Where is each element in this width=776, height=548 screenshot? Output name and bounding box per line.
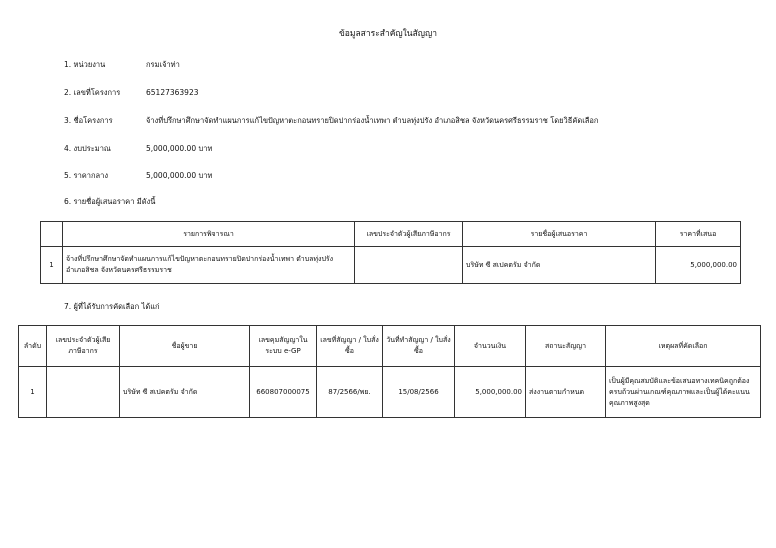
table-header: เลขประจำตัวผู้เสียภาษีอากร — [355, 222, 463, 247]
selected-vendor-table — [18, 325, 761, 418]
table-header: ชื่อผู้ขาย — [120, 326, 250, 367]
amount-cell: 5,000,000.00 — [455, 367, 526, 418]
table-row — [41, 247, 741, 284]
row-number: 1 — [41, 247, 63, 284]
status-cell: ส่งงานตามกำหนด — [526, 367, 606, 418]
section-bidders-heading: 6. รายชื่อผู้เสนอราคา มีดังนี้ — [64, 197, 156, 206]
field-value: จ้างที่ปรึกษาศึกษาจัดทำแผนการแก้ไขปัญหาตะกอนทรายปิดปากร่องน้ำเทพา ตำบลทุ่งปรัง อำเภอสิชล จังหวัดนครศรีธรรมราช โดยวิธีคัดเลือก — [146, 116, 599, 125]
control-number-cell: 660807000075 — [250, 367, 317, 418]
row-number: 1 — [19, 367, 47, 418]
table-header-row — [19, 326, 761, 367]
table-header: รายการพิจารณา — [63, 222, 355, 247]
field-project-number — [64, 87, 199, 99]
field-value: 65127363923 — [146, 88, 199, 97]
table-header: เลขประจำตัวผู้เสียภาษีอากร — [47, 326, 120, 367]
table-row — [19, 367, 761, 418]
field-label: 1. หน่วยงาน — [64, 60, 106, 69]
table-header: วันที่ทำสัญญา / ใบสั่งซื้อ — [383, 326, 455, 367]
table-header-blank — [41, 222, 63, 247]
table-header: ลำดับ — [19, 326, 47, 367]
price-cell: 5,000,000.00 — [656, 247, 741, 284]
table-header-row — [41, 222, 741, 247]
table-header: เหตุผลที่คัดเลือก — [606, 326, 761, 367]
table-header: เลขที่สัญญา / ใบสั่งซื้อ — [317, 326, 383, 367]
taxid-cell — [47, 367, 120, 418]
vendor-cell: บริษัท ซี สเปคตรัม จำกัด — [120, 367, 250, 418]
field-label: 2. เลขที่โครงการ — [64, 88, 121, 97]
field-label: 4. งบประมาณ — [64, 144, 111, 153]
field-agency — [64, 59, 180, 71]
field-label: 5. ราคากลาง — [64, 171, 109, 180]
bidder-cell: บริษัท ซี สเปคตรัม จำกัด — [463, 247, 656, 284]
field-project-name — [64, 115, 598, 127]
table-header: เลขคุมสัญญาในระบบ e-GP — [250, 326, 317, 367]
field-value: กรมเจ้าท่า — [146, 60, 180, 69]
bidders-table — [40, 221, 741, 284]
field-budget — [64, 143, 212, 155]
field-value: 5,000,000.00 บาท — [146, 144, 213, 153]
table-header: ราคาที่เสนอ — [656, 222, 741, 247]
section-selected-heading: 7. ผู้ที่ได้รับการคัดเลือก ได้แก่ — [64, 302, 160, 311]
table-header: จำนวนเงิน — [455, 326, 526, 367]
table-header: รายชื่อผู้เสนอราคา — [463, 222, 656, 247]
field-reference-price — [64, 170, 212, 182]
contract-number-cell: 87/2566/พย. — [317, 367, 383, 418]
taxid-cell — [355, 247, 463, 284]
field-value: 5,000,000.00 บาท — [146, 171, 213, 180]
contract-date-cell: 15/08/2566 — [383, 367, 455, 418]
table-header: สถานะสัญญา — [526, 326, 606, 367]
reason-cell: เป็นผู้มีคุณสมบัติและข้อเสนอทางเทคนิคถูกต้องครบถ้วนผ่านเกณฑ์คุณภาพและเป็นผู้ได้คะแนนคุณภาพสูงสุด — [606, 367, 761, 418]
document-title: ข้อมูลสาระสำคัญในสัญญา — [338, 29, 438, 39]
item-cell: จ้างที่ปรึกษาศึกษาจัดทำแผนการแก้ไขปัญหาตะกอนทรายปิดปากร่องน้ำเทพา ตำบลทุ่งปรัง อำเภอสิชล จังหวัดนครศรีธรรมราช — [63, 247, 355, 284]
field-label: 3. ชื่อโครงการ — [64, 116, 113, 125]
